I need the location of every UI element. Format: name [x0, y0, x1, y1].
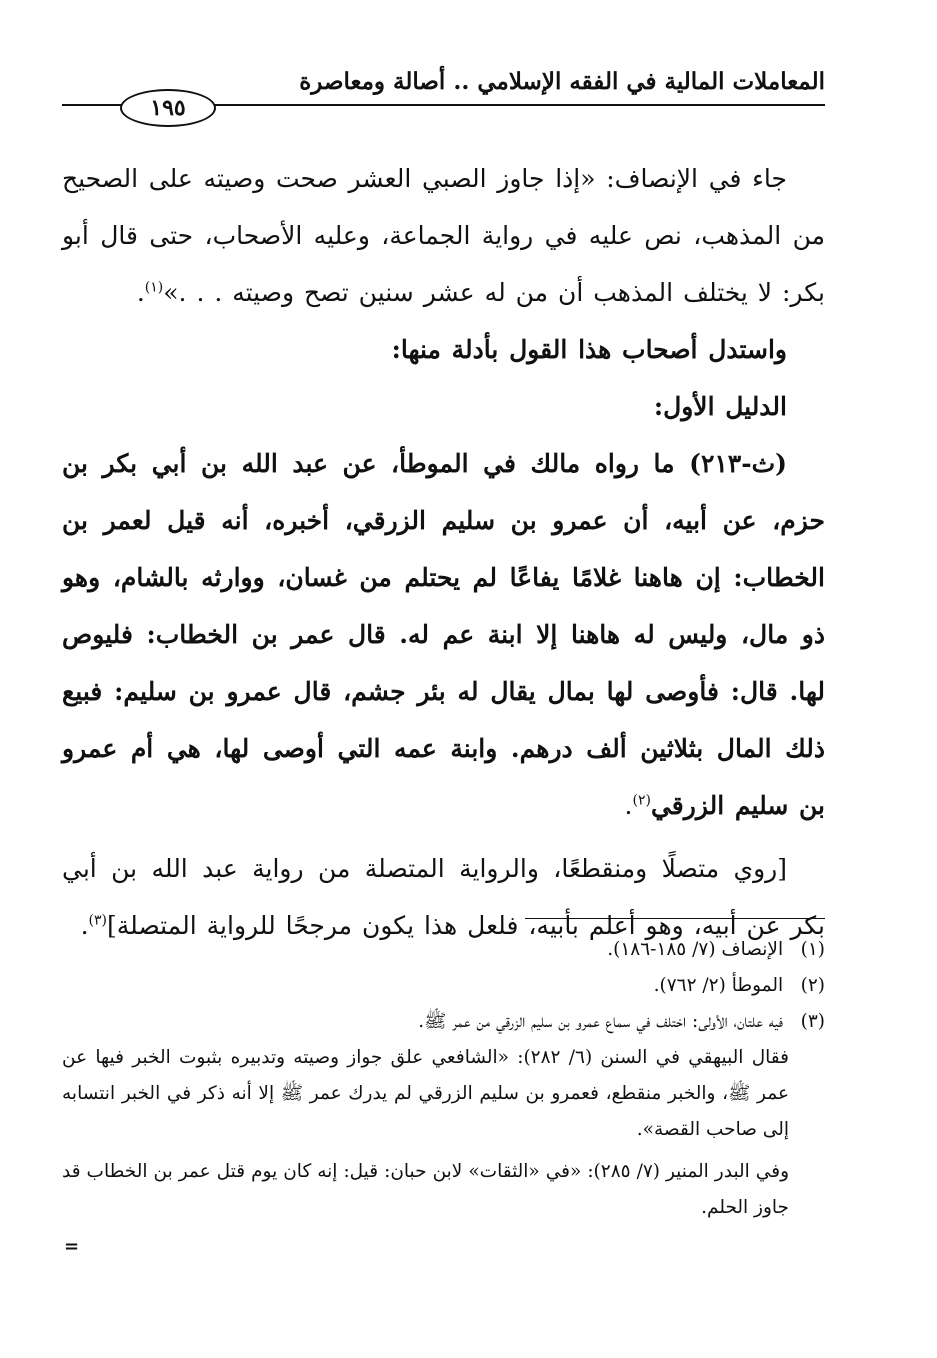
- footnote-number: (٢): [800, 975, 825, 996]
- narration-text: أنه قيل لعمر بن الخطاب: إن هاهنا غلامًا يفاعًا لم يحتلم من غسان، ووارثه بالشام، وهو ذو مال، وليس له هاهنا إلا ابنة عم له. قال عمر بن الخطاب: فليوص لها. قال: فأوصى لها بمال يقال له بئر جشم، قال عمرو بن سليم: فبيع ذلك المال بثلاثين ألف درهم. وابنة عمه التي أوصى لها، هي أم عمرو بن سليم الزرقي: [62, 506, 825, 820]
- footnote-3-badr-munir: وفي البدر المنير (٧/ ٢٨٥): «في «الثقات» لابن حبان: قيل: إنه كان يوم قتل عمر بن الخطاب قد جاوز الحلم.: [62, 1161, 790, 1218]
- footnote-2: [62, 968, 825, 1004]
- first-evidence-heading: الدليل الأول:: [653, 392, 787, 421]
- footnote-ref-1: (١): [144, 279, 164, 296]
- narration-chain: (ث-٢١٣) ما رواه مالك في الموطأ، عن عبد الله بن أبي بكر بن حزم، عن أبيه، أن عمرو بن سليم الزرقي، أخبره،: [62, 449, 825, 535]
- footnote-1: [62, 932, 825, 968]
- grading-text: [روي متصلًا ومنقطعًا، والرواية المتصلة من رواية عبد الله بن أبي بكر عن أبيه، وهو أعلم بأبيه، فلعل هذا يكون مرجحًا للرواية المتصلة]: [62, 854, 825, 940]
- footnote-ref-3: (٣): [88, 912, 108, 929]
- footnote-3: [62, 1004, 825, 1040]
- narration-end: .: [624, 791, 633, 820]
- continuation-mark: =: [64, 1236, 80, 1257]
- footnote-separator: [525, 918, 825, 919]
- page-number: ١٩٥: [120, 89, 216, 127]
- running-title: المعاملات المالية في الفقه الإسلامي .. أصالة ومعاصرة: [299, 68, 825, 95]
- footnote-3-bayhaqi: فقال البيهقي في السنن (٦/ ٢٨٢): «الشافعي علق جواز وصيته وتدبيره بثبوت الخبر فيها عن عمر ﷺ، والخبر منقطع، فعمرو بن سليم الزرقي لم يدرك عمر ﷺ إلا أنه ذكر في الخبر انتسابه إلى صاحب القصة».: [62, 1047, 789, 1140]
- evidence-intro: واستدل أصحاب هذا القول بأدلة منها:: [391, 335, 787, 364]
- footnote-ref-2: (٢): [632, 792, 651, 809]
- grading-end: .: [80, 911, 89, 940]
- paragraph-muwatta-narration: [62, 435, 825, 834]
- footnote-text: الموطأ (٢/ ٧٦٢).: [653, 975, 784, 996]
- paragraph-insaf-quote: [62, 150, 825, 321]
- insaf-quote-end: .: [136, 278, 145, 307]
- footnote-number: (١): [800, 939, 825, 960]
- footnotes: [62, 932, 825, 1226]
- footnote-text: الإنصاف (٧/ ١٨٥-١٨٦).: [607, 939, 784, 960]
- main-text: [62, 150, 825, 954]
- footnote-text: فيه علتان، الأولى: اختلف في سماع عمرو بن سليم الزرقي من عمر ﷺ.: [418, 1011, 784, 1032]
- insaf-quote-text: جاء في الإنصاف: «إذا جاوز الصبي العشر صحت وصيته على الصحيح من المذهب، نص عليه في رواية الجماعة، وعليه الأصحاب، حتى قال أبو بكر: لا يختلف المذهب أن من له عشر سنين تصح وصيته . . .»: [62, 164, 825, 307]
- footnote-number: (٣): [800, 1011, 825, 1032]
